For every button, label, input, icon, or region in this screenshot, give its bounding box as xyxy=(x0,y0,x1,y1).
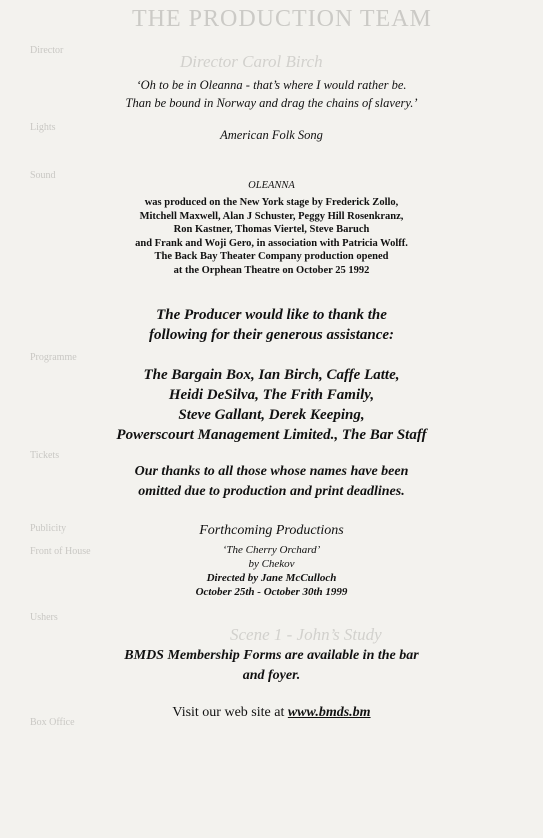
show-through-label: Director xyxy=(30,45,64,56)
omitted-line: omitted due to production and print deadlines. xyxy=(138,484,405,499)
thanks-list-line: Powerscourt Management Limited., The Bar Staff xyxy=(116,427,427,443)
credits-line: at the Orphean Theatre on October 25 1992 xyxy=(173,264,370,276)
thanks-list-line: Steve Gallant, Derek Keeping, xyxy=(178,407,365,423)
membership-note xyxy=(0,646,543,686)
thanks-list xyxy=(0,365,543,445)
show-through-label: Front of House xyxy=(30,546,91,557)
thanks-list-line: The Bargain Box, Ian Birch, Caffe Latte, xyxy=(143,367,400,383)
quote-attribution: American Folk Song xyxy=(220,128,323,142)
thanks-list-line: Heidi DeSilva, The Frith Family, xyxy=(168,387,375,403)
credits-line: The Back Bay Theater Company production opened xyxy=(154,251,389,262)
show-through-label: Programme xyxy=(30,352,77,363)
forthcoming-details xyxy=(0,543,543,599)
website-line xyxy=(0,705,543,721)
show-through-label: Publicity xyxy=(30,523,67,534)
show-through-label: Box Office xyxy=(30,717,75,728)
thanks-heading xyxy=(0,305,543,345)
show-through-label: Tickets xyxy=(30,450,60,461)
show-through-title: THE PRODUCTION TEAM xyxy=(132,6,432,32)
membership-line: and foyer. xyxy=(242,668,301,683)
credits-line: Mitchell Maxwell, Alan J Schuster, Peggy Hill Rosenkranz, xyxy=(139,210,404,222)
credits-line: Ron Kastner, Thomas Viertel, Steve Baruch xyxy=(173,224,370,235)
quote-line: Than be bound in Norway and drag the chains of slavery.’ xyxy=(125,96,418,110)
forthcoming-dates: October 25th - October 30th 1999 xyxy=(195,586,348,598)
omitted-note xyxy=(0,462,543,502)
thanks-heading-line: following for their generous assistance: xyxy=(148,327,395,343)
show-through-heading: Scene 1 - John’s Study xyxy=(230,625,382,644)
quote-line: ‘Oh to be in Oleanna - that’s where I would rather be. xyxy=(136,78,407,92)
play-title: OLEANNA xyxy=(248,180,295,191)
forthcoming-author: by Chekov xyxy=(248,558,295,570)
membership-line: BMDS Membership Forms are available in the bar xyxy=(124,648,419,663)
production-credits xyxy=(0,196,543,277)
website-text: Visit our web site at xyxy=(172,705,285,720)
show-through-label: Ushers xyxy=(30,612,58,623)
folk-song-quote xyxy=(0,76,543,112)
omitted-line: Our thanks to all those whose names have been xyxy=(134,464,409,479)
thanks-heading-line: The Producer would like to thank the xyxy=(156,307,387,323)
show-through-label: Lights xyxy=(30,122,56,133)
forthcoming-play: ‘The Cherry Orchard’ xyxy=(222,544,321,556)
credits-line: was produced on the New York stage by Frederick Zollo, xyxy=(144,197,399,208)
show-through-label: Sound xyxy=(30,170,56,181)
credits-line: and Frank and Woji Gero, in association with Patricia Wolff. xyxy=(135,237,408,249)
show-through-heading: Director Carol Birch xyxy=(180,52,323,71)
website-link[interactable]: www.bmds.bm xyxy=(287,705,371,720)
forthcoming-director: Directed by Jane McCulloch xyxy=(206,572,337,584)
forthcoming-title: Forthcoming Productions xyxy=(199,523,344,538)
